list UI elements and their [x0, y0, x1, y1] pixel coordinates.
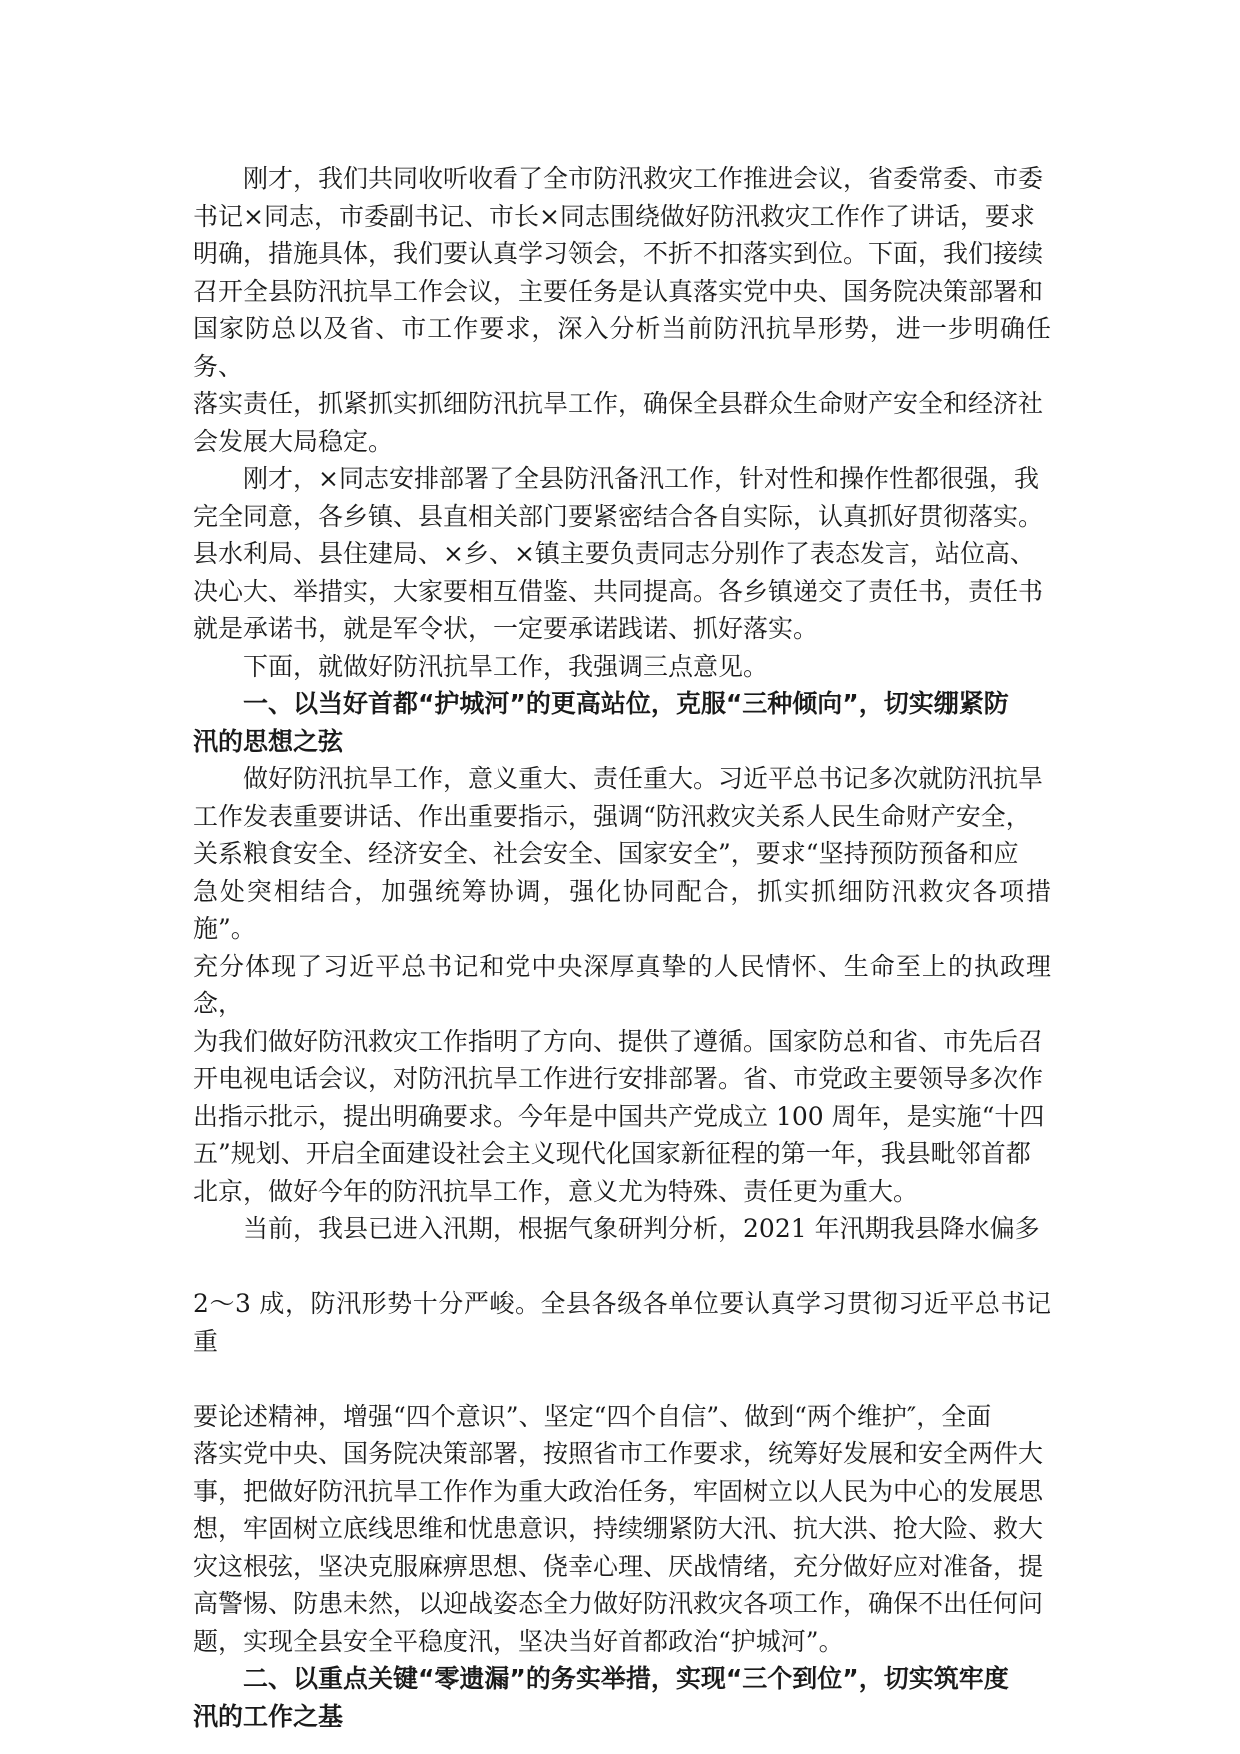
paragraph-line: 落实责任，抓紧抓实抓细防汛抗旱工作，确保全县群众生命财产安全和经济社	[193, 389, 1044, 418]
paragraph-line: 书记×同志，市委副书记、市长×同志围绕做好防汛救灾工作作了讲话，要求	[193, 201, 1035, 231]
paragraph-line: 完全同意，各乡镇、县直相关部门要紧密结合各自实际，认真抓好贯彻落实。	[193, 501, 1044, 531]
heading-line: 一、以当好首都“护城河”的更高站位，克服“三种倾向”，切实绷紧防	[243, 689, 1009, 718]
section-heading-1	[193, 685, 1051, 760]
paragraph-line: 想，牢固树立底线思维和忧患意识，持续绷紧防大汛、抗大洪、抢大险、救大	[193, 1514, 1044, 1543]
paragraph-deployment	[193, 460, 1051, 648]
paragraph-line: 灾这根弦，坚决克服麻痹思想、侥幸心理、厌战情绪，充分做好应对准备，提	[193, 1551, 1044, 1581]
paragraph-line: 2〜3 成，防汛形势十分严峻。全县各级各单位要认真学习贯彻习近平总书记重	[193, 1289, 1051, 1356]
paragraph-line: 下面，就做好防汛抗旱工作，我强调三点意见。	[243, 651, 769, 681]
paragraph-line: 出指示批示，提出明确要求。今年是中国共产党成立 100 周年，是实施“十四	[193, 1101, 1045, 1131]
line-gap	[193, 1360, 1051, 1398]
paragraph-line: 要论述精神，增强“四个意识”、坚定“四个自信”、做到“两个维护″，全面	[193, 1401, 992, 1431]
paragraph-line: 事，把做好防汛抗旱工作作为重大政治任务，牢固树立以人民为中心的发展思	[193, 1476, 1044, 1506]
heading-line: 汛的思想之弦	[193, 726, 344, 756]
paragraph-line: 北京，做好今年的防汛抗旱工作，意义尤为特殊、责任更为重大。	[193, 1176, 919, 1206]
paragraph-line: 高警惕、防患未然，以迎战姿态全力做好防汛救灾各项工作，确保不出任何问	[193, 1589, 1044, 1618]
paragraph-line: 召开全县防汛抗旱工作会议，主要任务是认真落实党中央、国务院决策部署和	[193, 276, 1044, 306]
paragraph-line: 为我们做好防汛救灾工作指明了方向、提供了遵循。国家防总和省、市先后召	[193, 1026, 1044, 1056]
paragraph-line: 当前，我县已进入汛期，根据气象研判分析，2021 年汛期我县降水偏多	[243, 1214, 1040, 1243]
paragraph-line: 开电视电话会议，对防汛抗旱工作进行安排部署。省、市党政主要领导多次作	[193, 1064, 1044, 1093]
paragraph-line: 工作发表重要讲话、作出重要指示，强调“防汛救灾关系人民生命财产安全，	[193, 801, 1031, 831]
paragraph-intro-points	[193, 648, 1051, 686]
heading-line: 汛的工作之基	[193, 1701, 344, 1731]
paragraph-significance	[193, 760, 1051, 1210]
paragraph-current-situation	[193, 1210, 1051, 1660]
paragraph-line: 会发展大局稳定。	[193, 426, 394, 456]
paragraph-line: 充分体现了习近平总书记和党中央深厚真挚的人民情怀、生命至上的执政理念，	[193, 951, 1051, 1018]
paragraph-line: 明确，措施具体，我们要认真学习领会，不折不扣落实到位。下面，我们接续	[193, 239, 1044, 268]
section-heading-2	[193, 1660, 1051, 1735]
heading-line: 二、以重点关键“零遗漏”的务实举措，实现“三个到位”，切实筑牢度	[243, 1664, 1009, 1693]
document-body	[193, 160, 1051, 1735]
paragraph-line: 题，实现全县安全平稳度汛，坚决当好首都政治“护城河”。	[193, 1626, 844, 1656]
paragraph-line: 县水利局、县住建局、×乡、×镇主要负责同志分别作了表态发言，站位高、	[193, 539, 1035, 568]
paragraph-line: 急处突相结合，加强统筹协调，强化协同配合，抓实抓细防汛救灾各项措施”。	[193, 876, 1051, 943]
paragraph-line: 五”规划、开启全面建设社会主义现代化国家新征程的第一年，我县毗邻首都	[193, 1139, 1031, 1168]
line-gap	[193, 1248, 1051, 1286]
paragraph-line: 做好防汛抗旱工作，意义重大、责任重大。习近平总书记多次就防汛抗旱	[243, 764, 1044, 793]
paragraph-line: 落实党中央、国务院决策部署，按照省市工作要求，统筹好发展和安全两件大	[193, 1439, 1044, 1468]
paragraph-line: 决心大、举措实，大家要相互借鉴、共同提高。各乡镇递交了责任书，责任书	[193, 576, 1044, 606]
paragraph-line: 就是承诺书，就是军令状，一定要承诺践诺、抓好落实。	[193, 614, 819, 643]
paragraph-line: 刚才，×同志安排部署了全县防汛备汛工作，针对性和操作性都很强，我	[243, 464, 1039, 493]
paragraph-line: 刚才，我们共同收听收看了全市防汛救灾工作推进会议，省委常委、市委	[243, 164, 1044, 193]
paragraph-opening	[193, 160, 1051, 460]
paragraph-line: 关系粮食安全、经济安全、社会安全、国家安全”，要求“坚持预防预备和应	[193, 839, 1019, 868]
paragraph-line: 国家防总以及省、市工作要求，深入分析当前防汛抗旱形势，进一步明确任务、	[193, 314, 1051, 381]
